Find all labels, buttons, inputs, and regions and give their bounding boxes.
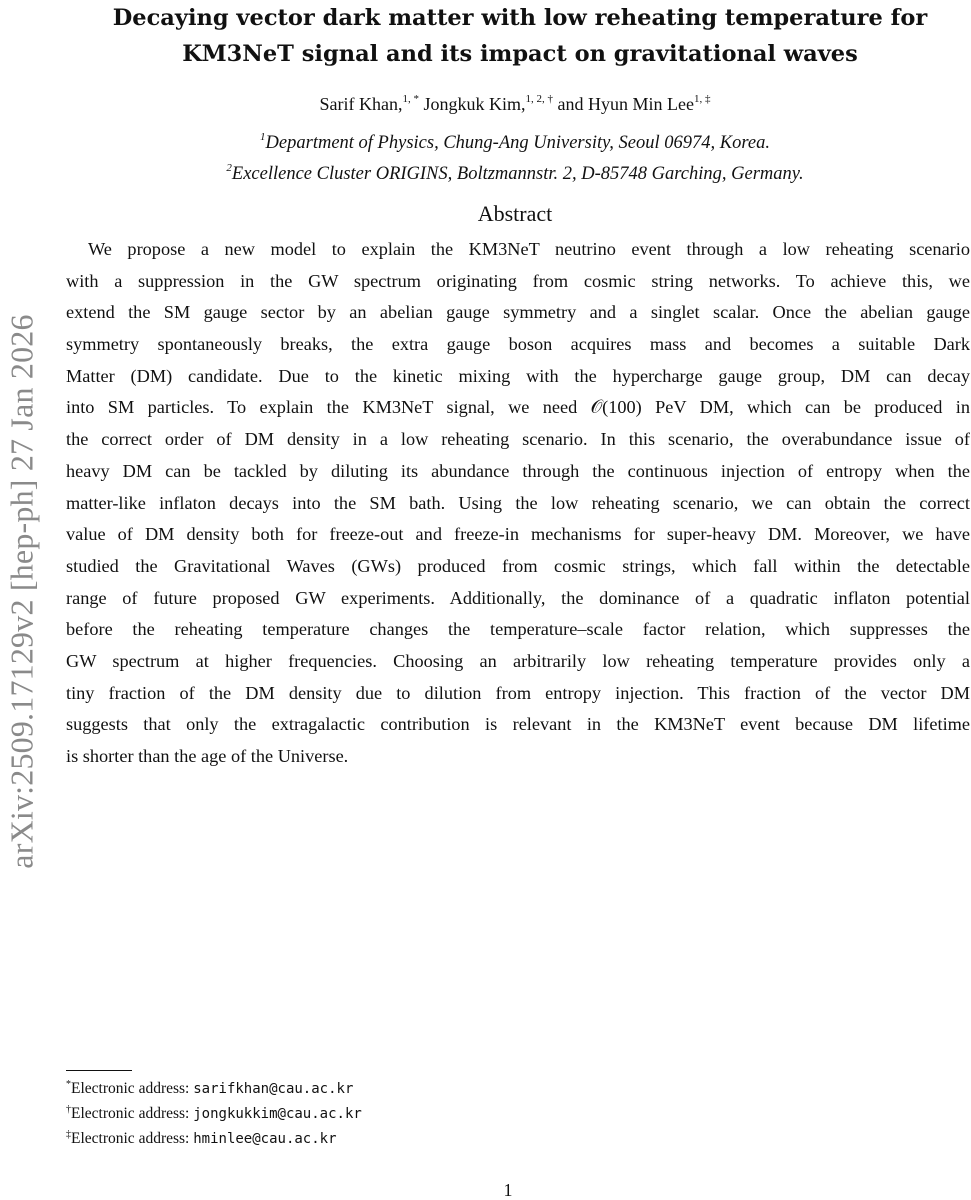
abstract-line: suggests that only the extragalactic contribution is relevant in the KM3NeT event because DM lifetime xyxy=(66,714,970,735)
abstract-line: is shorter than the age of the Universe. xyxy=(66,746,349,766)
abstract-line: with a suppression in the GW spectrum originating from cosmic string networks. To achieve this, we xyxy=(66,270,970,291)
footnote-email: sarifkhan@cau.ac.kr xyxy=(193,1081,354,1097)
footnote-email: jongkukkim@cau.ac.kr xyxy=(193,1106,362,1122)
arxiv-identifier-stamp xyxy=(2,265,42,917)
abstract-line: before the reheating temperature changes the temperature–scale factor relation, which suppresses the xyxy=(66,619,970,640)
abstract-line: value of DM density both for freeze-out and freeze-in mechanisms for super-heavy DM. Moreover, we have xyxy=(66,524,970,545)
footnote-3 xyxy=(66,1129,337,1149)
paper-title xyxy=(70,0,970,72)
abstract-line: the correct order of DM density in a low reheating scenario. In this scenario, the overabundance issue of xyxy=(66,429,970,450)
footnote-email: hminlee@cau.ac.kr xyxy=(193,1131,337,1147)
footnote-mark: * xyxy=(66,1079,71,1090)
affiliation-text: Department of Physics, Chung-Ang University, Seoul 06974, Korea. xyxy=(265,133,770,153)
abstract-line: symmetry spontaneously breaks, the extra gauge boson acquires mass and becomes a suitable Dark xyxy=(66,334,970,355)
abstract-line: Matter (DM) candidate. Due to the kinetic mixing with the hypercharge gauge group, DM can decay xyxy=(66,365,970,386)
abstract-line: into SM particles. To explain the KM3NeT signal, we need 𝒪(100) PeV DM, which can be produced in xyxy=(66,397,970,418)
abstract-line: studied the Gravitational Waves (GWs) produced from cosmic strings, which fall within the detectable xyxy=(66,555,970,576)
abstract-line: range of future proposed GW experiments. Additionally, the dominance of a quadratic inflaton potential xyxy=(66,587,970,608)
author-name: Jongkuk Kim, xyxy=(423,94,526,114)
footnote-label: Electronic address: xyxy=(71,1080,190,1097)
abstract-heading: Abstract xyxy=(477,201,553,226)
footnote-divider xyxy=(66,1070,132,1071)
abstract-line: We propose a new model to explain the KM3NeT neutrino event through a low reheating scenario xyxy=(88,239,970,259)
title-line-1: Decaying vector dark matter with low reheating temperature for xyxy=(112,5,928,31)
footnote-mark: † xyxy=(66,1104,71,1115)
author-marks: 1, 2, † xyxy=(525,93,553,105)
abstract-line: extend the SM gauge sector by an abelian gauge symmetry and a singlet scalar. Once the abelian gauge xyxy=(66,302,970,323)
footnote-mark: ‡ xyxy=(66,1129,71,1140)
title-line-2: KM3NeT signal and its impact on gravitational waves xyxy=(182,41,858,67)
abstract-line: matter-like inflaton decays into the SM bath. Using the low reheating scenario, we can obtain the correct xyxy=(66,492,970,513)
footnote-2 xyxy=(66,1104,362,1124)
footnote-label: Electronic address: xyxy=(71,1130,190,1147)
author-name: Hyun Min Lee xyxy=(588,94,694,114)
affiliation-1 xyxy=(60,131,970,155)
author-name: Sarif Khan, xyxy=(319,94,403,114)
page-number: 1 xyxy=(503,1180,513,1200)
affiliation-text: Excellence Cluster ORIGINS, Boltzmannstr. 2, D-85748 Garching, Germany. xyxy=(231,164,804,184)
author-conjunction: and xyxy=(557,94,584,114)
author-list xyxy=(60,92,970,116)
arxiv-identifier-text: arXiv:2509.17129v2 [hep-ph] 27 Jan 2026 xyxy=(3,313,40,869)
footnote-label: Electronic address: xyxy=(71,1105,190,1122)
abstract-line: GW spectrum at higher frequencies. Choosing an arbitrarily low reheating temperature provides only a xyxy=(66,650,970,671)
abstract-line: tiny fraction of the DM density due to dilution from entropy injection. This fraction of the vector DM xyxy=(66,682,970,703)
author-marks: 1, * xyxy=(402,93,419,105)
abstract-line: heavy DM can be tackled by diluting its abundance through the continuous injection of entropy when the xyxy=(66,460,970,481)
abstract-body xyxy=(66,234,970,773)
affiliation-mark: 1 xyxy=(260,131,266,143)
footnote-1 xyxy=(66,1079,353,1099)
affiliation-mark: 2 xyxy=(226,162,232,174)
author-marks: 1, ‡ xyxy=(693,93,711,105)
affiliation-2 xyxy=(60,162,970,186)
